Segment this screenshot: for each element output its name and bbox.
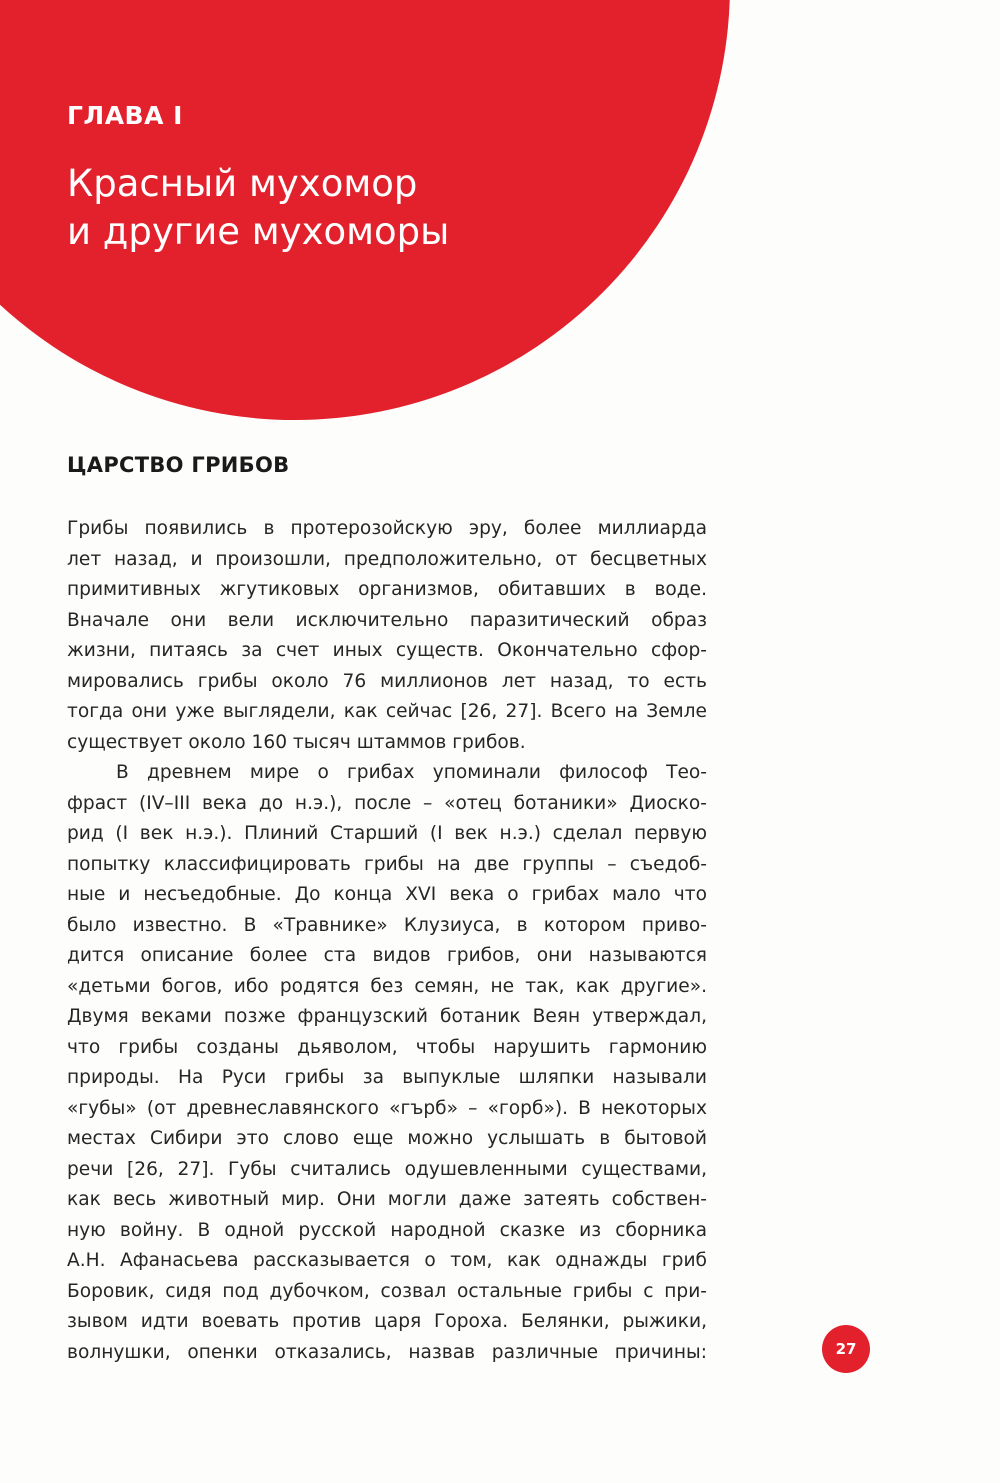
text-line: природы. На Руси грибы за выпуклые шляпки называли bbox=[67, 1067, 707, 1088]
text-line: «детьми богов, ибо родятся без семян, не так, как другие». bbox=[67, 975, 707, 997]
chapter-title bbox=[67, 160, 449, 256]
text-line: местах Сибири это слово еще можно услышать в бытовой bbox=[67, 1128, 707, 1149]
page-number-badge: 27 bbox=[822, 1325, 870, 1373]
text-line: А.Н. Афанасьева рассказывается о том, как однажды гриб bbox=[67, 1250, 707, 1271]
text-line: существует около 160 тысяч штаммов грибов. bbox=[67, 731, 526, 753]
body-text bbox=[67, 514, 707, 1368]
text-line: лет назад, и произошли, предположительно, от бесцветных bbox=[67, 548, 707, 570]
text-line: жизни, питаясь за счет иных существ. Окончательно сфор- bbox=[67, 640, 707, 661]
text-line: фраст (IV–III века до н.э.), после – «отец ботаники» Диоско- bbox=[67, 792, 707, 814]
text-line: что грибы созданы дьяволом, чтобы нарушить гармонию bbox=[67, 1036, 707, 1058]
text-line: Двумя веками позже французский ботаник Веян утверждал, bbox=[67, 1006, 707, 1027]
text-line: «губы» (от древнеславянского «гърб» – «горб»). В некоторых bbox=[67, 1097, 707, 1119]
text-line: дится описание более ста видов грибов, они называются bbox=[67, 945, 707, 966]
text-line: как весь животный мир. Они могли даже затеять собствен- bbox=[67, 1189, 707, 1210]
chapter-title-line: и другие мухоморы bbox=[67, 210, 450, 253]
text-line: В древнем мире о грибах упоминали философ Тео- bbox=[116, 762, 707, 783]
text-line: ные и несъедобные. До конца XVI века о грибах мало что bbox=[67, 884, 707, 905]
text-line: было известно. В «Травнике» Клузиуса, в котором приво- bbox=[67, 914, 707, 936]
text-line: волнушки, опенки отказались, назвав различные причины: bbox=[67, 1341, 707, 1363]
text-line: ную войну. В одной русской народной сказке из сборника bbox=[67, 1219, 707, 1241]
text-line: речи [26, 27]. Губы считались одушевленными существами, bbox=[67, 1158, 707, 1180]
text-line: Боровик, сидя под дубочком, созвал остальные грибы с при- bbox=[67, 1280, 707, 1302]
text-line: Вначале они вели исключительно паразитический образ bbox=[67, 609, 707, 631]
text-line: примитивных жгутиковых организмов, обитавших в воде. bbox=[67, 579, 707, 600]
section-heading: ЦАРСТВО ГРИБОВ bbox=[67, 453, 290, 477]
text-line: попытку классифицировать грибы на две группы – съедоб- bbox=[67, 853, 707, 875]
text-line: мировались грибы около 76 миллионов лет назад, то есть bbox=[67, 670, 707, 692]
chapter-title-line: Красный мухомор bbox=[67, 162, 418, 205]
text-line: зывом идти воевать против царя Гороха. Белянки, рыжики, bbox=[67, 1311, 707, 1332]
text-line: рид (I век н.э.). Плиний Старший (I век н.э.) сделал первую bbox=[67, 823, 707, 844]
chapter-label: ГЛАВА I bbox=[67, 101, 183, 130]
text-line: Грибы появились в протерозойскую эру, более миллиарда bbox=[67, 518, 707, 539]
text-line: тогда они уже выглядели, как сейчас [26, 27]. Всего на Земле bbox=[67, 701, 707, 722]
